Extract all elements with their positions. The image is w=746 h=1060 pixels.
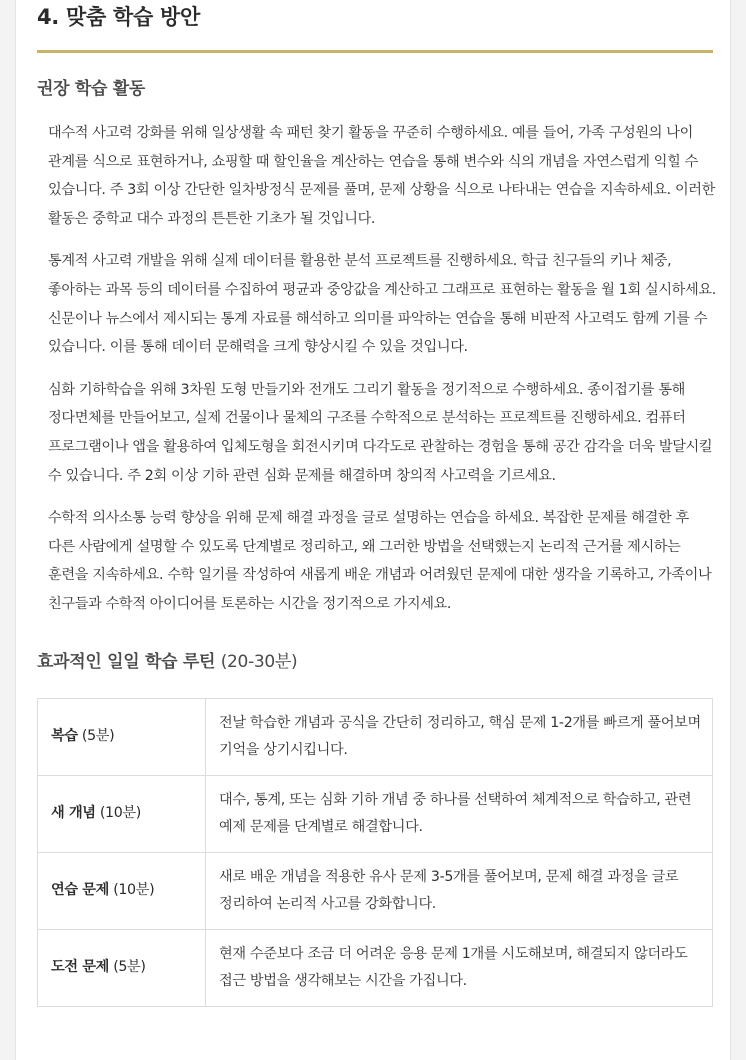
routine-step-label xyxy=(38,929,206,1006)
activities-heading: 권장 학습 활동 xyxy=(37,79,145,99)
routine-heading-duration: (20-30분) xyxy=(220,651,298,672)
routine-table xyxy=(37,698,713,1007)
table-row xyxy=(38,775,713,852)
routine-step-time: (5분) xyxy=(113,959,146,975)
activities-body xyxy=(37,119,716,619)
routine-step-label xyxy=(38,698,206,775)
routine-step-label xyxy=(38,852,206,929)
table-row xyxy=(38,852,713,929)
routine-step-description: 새로 배운 개념을 적용한 유사 문제 3-5개를 풀어보며, 문제 해결 과정을 글로 정리하여 논리적 사고를 강화합니다. xyxy=(206,852,713,929)
document-content xyxy=(37,0,716,1007)
activity-paragraph-communication: 수학적 의사소통 능력 향상을 위해 문제 해결 과정을 글로 설명하는 연습을 하세요. 복잡한 문제를 해결한 후 다른 사람에게 설명할 수 있도록 단계별로 정리하고, 왜 그러한 방법을 선택했는지 논리적 근거를 제시하는 훈련을 지속하세요. 수학 일기를 작성하여 새롭게 배운 개념과 어려웠던 문제에 대한 생각을 기록하고, 가족이나 친구들과 수학적 아이디어를 토론하는 시간을 정기적으로 가지세요. xyxy=(48,510,712,612)
routine-step-name: 복습 xyxy=(51,728,78,744)
routine-step-name: 새 개념 xyxy=(51,805,96,821)
section-title-underline xyxy=(37,50,713,53)
routine-step-name: 도전 문제 xyxy=(51,959,110,975)
routine-step-time: (5분) xyxy=(81,728,115,744)
activity-paragraph-geometry: 심화 기하학습을 위해 3차원 도형 만들기와 전개도 그리기 활동을 정기적으로 수행하세요. 종이접기를 통해 정다면체를 만들어보고, 실제 건물이나 물체의 구조를 수학적으로 분석하는 프로젝트를 진행하세요. 컴퓨터 프로그램이나 앱을 활용하여 입체도형을 회전시키며 다각도로 관찰하는 경험을 통해 공간 감각을 더욱 발달시킬 수 있습니다. 주 2회 이상 기하 관련 심화 문제를 해결하며 창의적 사고력을 기르세요. xyxy=(48,381,713,484)
routine-step-description: 대수, 통계, 또는 심화 기하 개념 중 하나를 선택하여 체계적으로 학습하고, 관련 예제 문제를 단계별로 해결합니다. xyxy=(206,775,713,852)
document-page xyxy=(15,0,731,1060)
routine-step-time: (10분) xyxy=(113,882,155,898)
routine-step-description: 전날 학습한 개념과 공식을 간단히 정리하고, 핵심 문제 1-2개를 빠르게 풀어보며 기억을 상기시킵니다. xyxy=(206,698,713,775)
routine-heading-text: 효과적인 일일 학습 루틴 xyxy=(37,651,216,672)
routine-step-description: 현재 수준보다 조금 더 어려운 응용 문제 1개를 시도해보며, 해결되지 않더라도 접근 방법을 생각해보는 시간을 가집니다. xyxy=(206,929,713,1006)
activity-paragraph-statistics: 통계적 사고력 개발을 위해 실제 데이터를 활용한 분석 프로젝트를 진행하세요. 학급 친구들의 키나 체중, 좋아하는 과목 등의 데이터를 수집하여 평균과 중앙값을 계산하고 그래프로 표현하는 활동을 월 1회 실시하세요. 신문이나 뉴스에서 제시되는 통계 자료를 해석하고 의미를 파악하는 연습을 통해 비판적 사고력도 함께 기를 수 있습니다. 이를 통해 데이터 문해력을 크게 향상시킬 수 있을 것입니다. xyxy=(48,253,716,356)
routine-step-time: (10분) xyxy=(99,805,141,821)
table-row xyxy=(38,698,713,775)
routine-step-label xyxy=(38,775,206,852)
section-title: 4. 맞춤 학습 방안 xyxy=(37,5,200,29)
routine-heading xyxy=(37,649,713,675)
routine-step-name: 연습 문제 xyxy=(51,882,110,898)
activity-paragraph-algebra: 대수적 사고력 강화를 위해 일상생활 속 패턴 찾기 활동을 꾸준히 수행하세요. 예를 들어, 가족 구성원의 나이 관계를 식으로 표현하거나, 쇼핑할 때 할인율을 계산하는 연습을 통해 변수와 식의 개념을 자연스럽게 익힐 수 있습니다. 주 3회 이상 간단한 일차방정식 문제를 풀며, 문제 상황을 식으로 나타내는 연습을 지속하세요. 이러한 활동은 중학교 대수 과정의 튼튼한 기초가 될 것입니다. xyxy=(48,125,716,227)
table-row xyxy=(38,929,713,1006)
